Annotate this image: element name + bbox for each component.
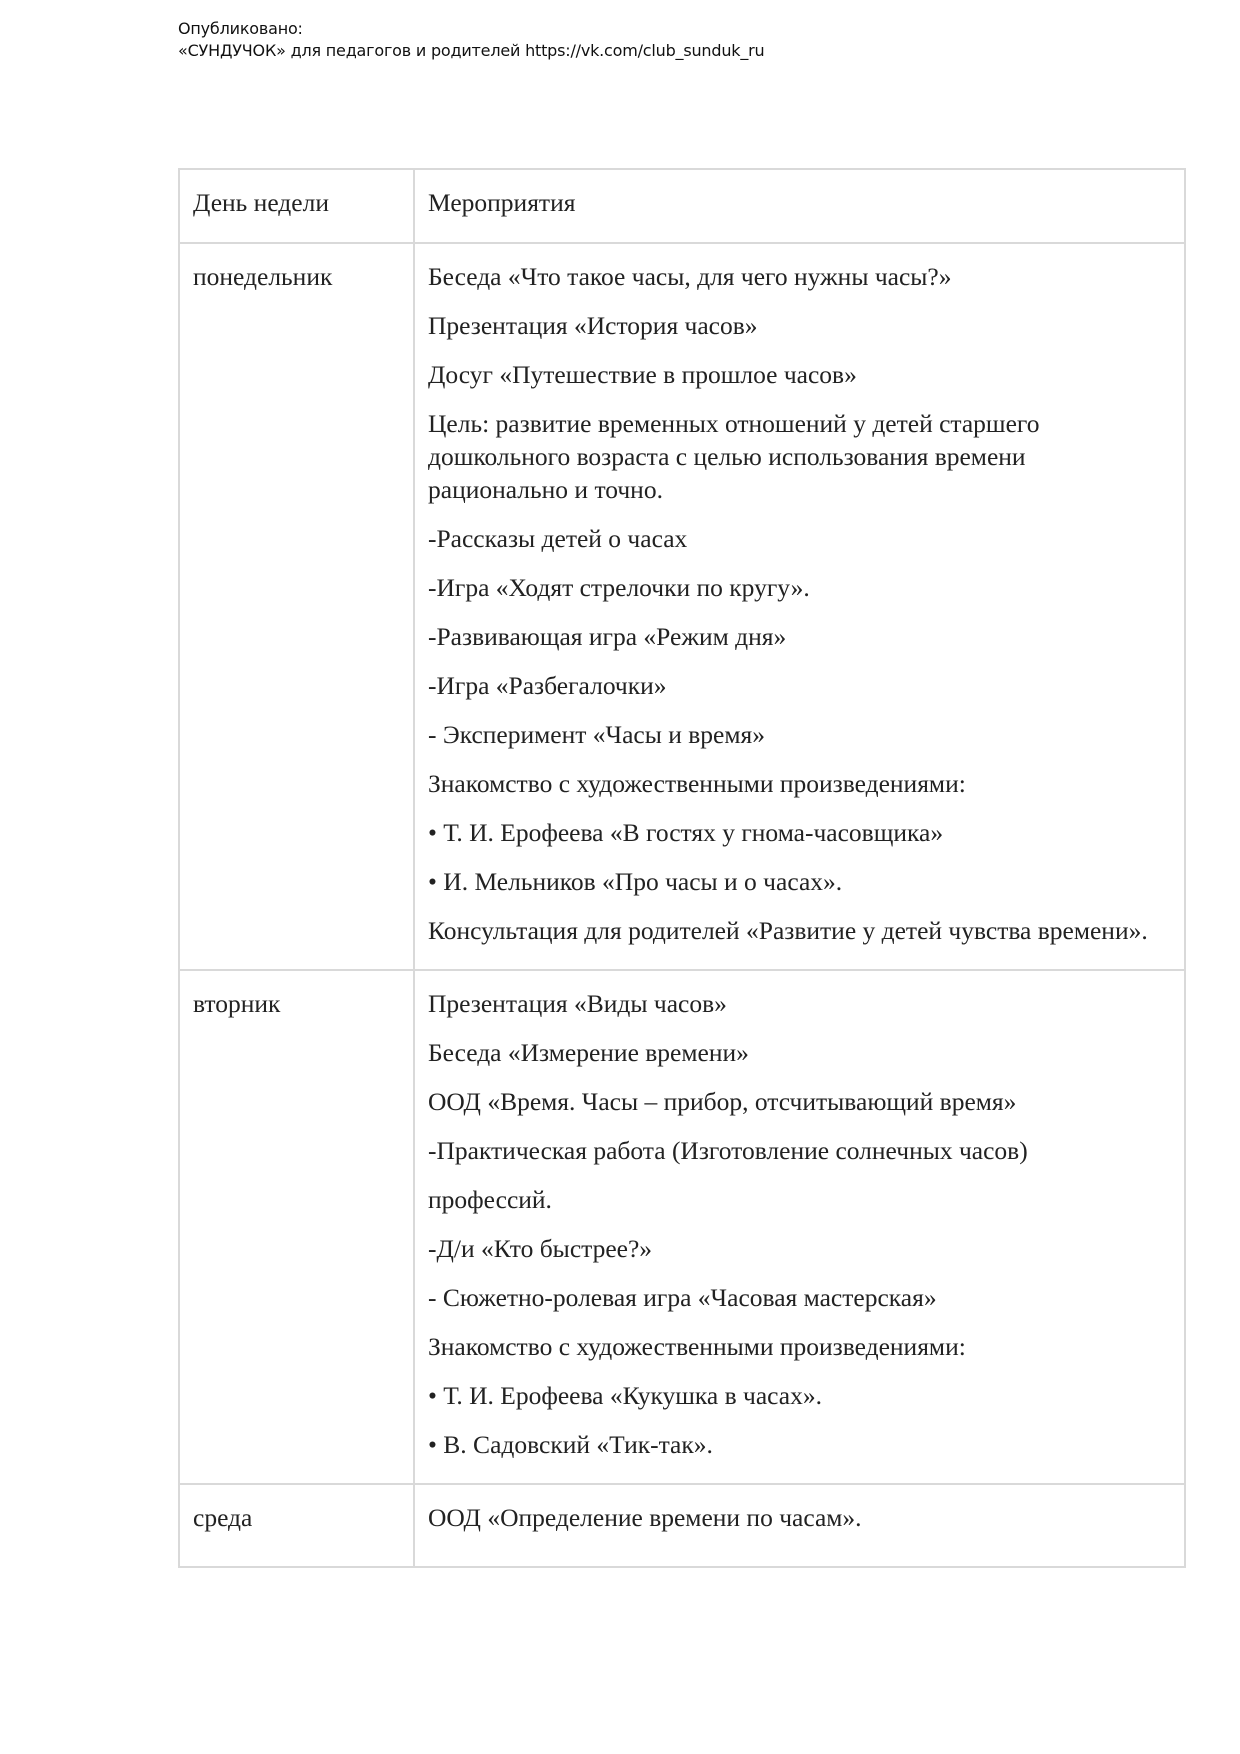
- day-cell: вторник: [179, 970, 414, 1484]
- event-item: • В. Садовский «Тик-так».: [428, 1430, 713, 1459]
- event-item: -Игра «Ходят стрелочки по кругу».: [428, 573, 810, 602]
- event-item: • И. Мельников «Про часы и о часах».: [428, 867, 843, 896]
- event-item: Беседа «Что такое часы, для чего нужны часы?»: [428, 262, 952, 291]
- event-item: - Сюжетно-ролевая игра «Часовая мастерская»: [428, 1283, 937, 1312]
- event-item: Цель: развитие временных отношений у детей старшего дошкольного возраста с целью использования времени рационально и точно.: [428, 409, 1040, 504]
- header-published-label: Опубликовано:: [178, 19, 303, 38]
- event-item: -Игра «Разбегалочки»: [428, 671, 667, 700]
- event-item: -Развивающая игра «Режим дня»: [428, 622, 787, 651]
- event-item: Досуг «Путешествие в прошлое часов»: [428, 360, 857, 389]
- events-cell: [414, 1484, 1185, 1567]
- event-item: Знакомство с художественными произведениями:: [428, 1332, 966, 1361]
- event-item: Презентация «Виды часов»: [428, 989, 727, 1018]
- event-item: ООД «Время. Часы – прибор, отсчитывающий время»: [428, 1087, 1017, 1116]
- schedule-table: [178, 168, 1186, 1568]
- publication-header: [178, 18, 764, 62]
- column-header-events: Мероприятия: [414, 169, 1185, 243]
- event-item: -Рассказы детей о часах: [428, 524, 688, 553]
- event-item: -Практическая работа (Изготовление солнечных часов): [428, 1136, 1028, 1165]
- events-cell: [414, 243, 1185, 970]
- event-item: • Т. И. Ерофеева «В гостях у гнома-часовщика»: [428, 818, 944, 847]
- table-row-tuesday: [179, 970, 1185, 1484]
- event-item: Презентация «История часов»: [428, 311, 758, 340]
- event-item: Беседа «Измерение времени»: [428, 1038, 749, 1067]
- event-item: Знакомство с художественными произведениями:: [428, 769, 966, 798]
- event-item: профессий.: [428, 1185, 552, 1214]
- event-item: ООД «Определение времени по часам».: [428, 1503, 862, 1532]
- event-item: • Т. И. Ерофеева «Кукушка в часах».: [428, 1381, 822, 1410]
- header-source-line: «СУНДУЧОК» для педагогов и родителей https://vk.com/club_sunduk_ru: [178, 41, 765, 60]
- event-item: - Эксперимент «Часы и время»: [428, 720, 765, 749]
- events-cell: [414, 970, 1185, 1484]
- column-header-day: День недели: [179, 169, 414, 243]
- table-row-wednesday: [179, 1484, 1185, 1567]
- event-item: -Д/и «Кто быстрее?»: [428, 1234, 653, 1263]
- day-cell: среда: [179, 1484, 414, 1567]
- day-cell: понедельник: [179, 243, 414, 970]
- table-row-monday: [179, 243, 1185, 970]
- table-header-row: [179, 169, 1185, 243]
- event-item: Консультация для родителей «Развитие у детей чувства времени».: [428, 916, 1148, 945]
